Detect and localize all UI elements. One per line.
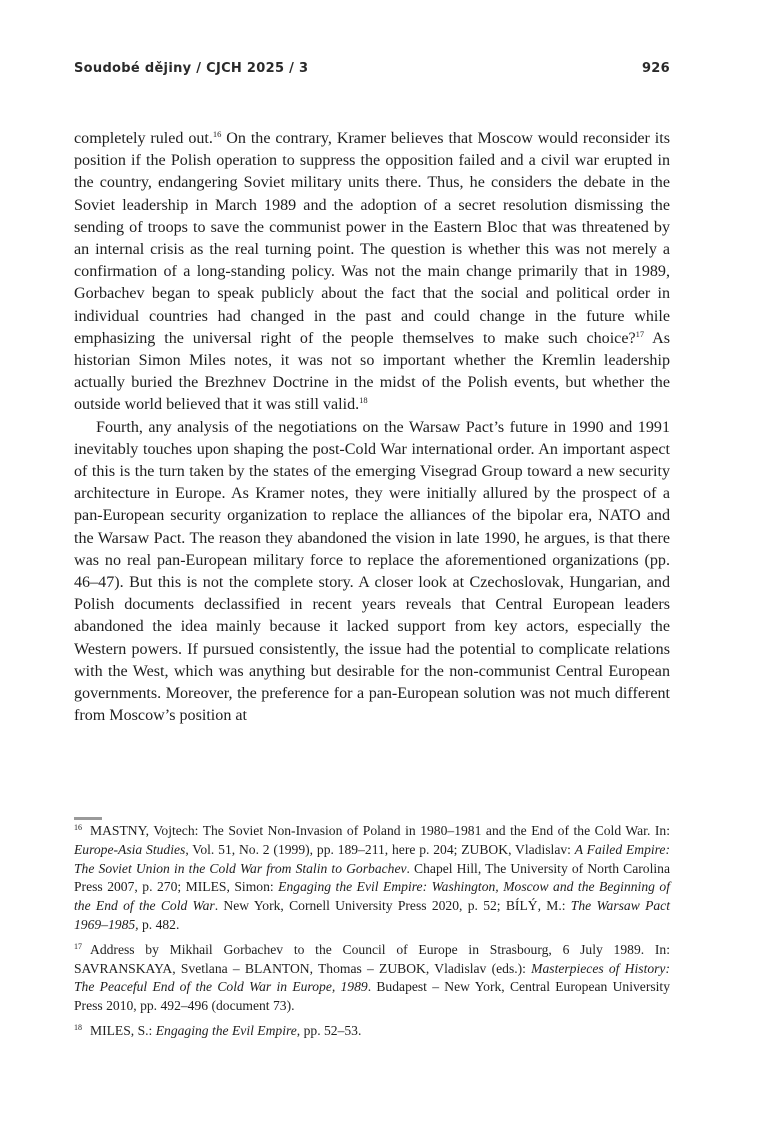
footnote-text: Address by Mikhail Gorbachev to the Council of Europe in Strasbourg, 6 July 1989. In: SAVRANSKAYA, Svetlana – BLANTON, Thomas – ZUBOK, Vladislav (eds.):	[74, 941, 670, 976]
text-segment: completely ruled out.	[74, 130, 213, 147]
footnote-ref-18[interactable]: 18	[359, 395, 368, 406]
footnote-title: Masterpieces of History: The Peaceful End of the Cold War in Europe, 1989	[74, 960, 670, 995]
footnote-text: , Vol. 51, No. 2 (1999), pp. 189–211, here p. 204; ZUBOK, Vladislav:	[185, 841, 575, 857]
footnote-text: MILES, S.:	[90, 1022, 156, 1038]
footnotes	[74, 822, 670, 1047]
footnote-text: p. 482.	[138, 916, 180, 932]
text-segment: On the contrary, Kramer believes that Moscow would reconsider its position if the Polish operation to suppress the opposition failed and a civil war erupted in the country, endangering Soviet military units there. Thus, he considers the debate in the Soviet leadership in March 1989 and the adoption of a secret resolution dismissing the sending of troops to save the communist power in the Eastern Bloc that was threatened by an internal crisis as the real turning point. The question is whether this was not merely a confirmation of a long-standing policy. Was not the main change primarily that in 1989, Gorbachev began to speak publicly about the fact that the social and political order in individual countries had changed in the past and could change in the future while emphasizing the universal right of the people themselves to make such choice?	[74, 130, 670, 347]
footnote-16	[74, 822, 670, 935]
footnote-title: Engaging the Evil Empire	[155, 1022, 297, 1038]
main-text	[74, 128, 670, 727]
footnote-number: 17	[74, 941, 82, 951]
paragraph-2: Fourth, any analysis of the negotiations on the Warsaw Pact’s future in 1990 and 1991 inevitably touches upon shaping the post-Cold War international order. An important aspect of this is the turn taken by the states of the emerging Visegrad Group toward a new security architecture in Europe. As Kramer notes, they were initially allured by the prospect of a pan-European security organization to replace the alliances of the bipolar era, NATO and the Warsaw Pact. The reason they abandoned the vision in late 1990, he argues, is that there was no real pan-European military force to replace the aforementioned organizations (pp. 46–47). But this is not the complete story. A closer look at Czechoslovak, Hungarian, and Polish documents declassified in recent years reveals that Central European leaders abandoned the idea mainly because it lacked support from key actors, especially the Western powers. If pursued consistently, the issue had the potential to complicate relations with the West, which was anything but desirable for the non-communist Central European governments. Moreover, the preference for a pan-European solution was not much different from Moscow’s position at	[74, 418, 670, 725]
footnote-text: MASTNY, Vojtech: The Soviet Non-Invasion of Poland in 1980–1981 and the End of the Cold War. In:	[90, 823, 670, 838]
footnote-title: A Failed Empire: The Soviet Union in the Cold War from Stalin to Gorbachev	[74, 841, 670, 876]
text-segment: As historian Simon Miles notes, it was not so important whether the Kremlin leadership actually buried the Brezhnev Doctrine in the midst of the Polish events, but whether the outside world believed that it was still valid.	[74, 329, 670, 414]
footnote-text: . Budapest – New York, Central European University Press 2010, pp. 492–496 (document 73).	[74, 979, 670, 1014]
footnote-number: 16	[74, 823, 82, 832]
paragraph-1	[74, 128, 670, 417]
journal-title: Soudobé dějiny / CJCH 2025 / 3	[74, 61, 309, 76]
footnote-text: , pp. 52–53.	[296, 1022, 362, 1038]
footnote-17	[74, 941, 670, 1016]
running-header	[74, 61, 670, 81]
footnote-ref-16[interactable]: 16	[212, 129, 222, 139]
page-number: 926	[641, 61, 670, 76]
footnote-18	[74, 1022, 670, 1041]
footnote-title: Engaging the Evil Empire: Washington, Moscow and the Beginning of the End of the Cold War	[74, 879, 670, 914]
footnote-text: . Chapel Hill, The University of North Carolina Press 2007, p. 270; MILES, Simon:	[74, 860, 670, 895]
footnote-number: 18	[74, 1022, 82, 1032]
footnote-text: . New York, Cornell University Press 2020, p. 52; BÍLÝ, M.:	[214, 898, 571, 914]
footnote-ref-17[interactable]: 17	[635, 328, 645, 339]
footnote-title: The Warsaw Pact 1969–1985,	[74, 898, 670, 932]
footnote-title: Europe-Asia Studies	[74, 841, 186, 857]
footnote-divider	[74, 817, 102, 820]
